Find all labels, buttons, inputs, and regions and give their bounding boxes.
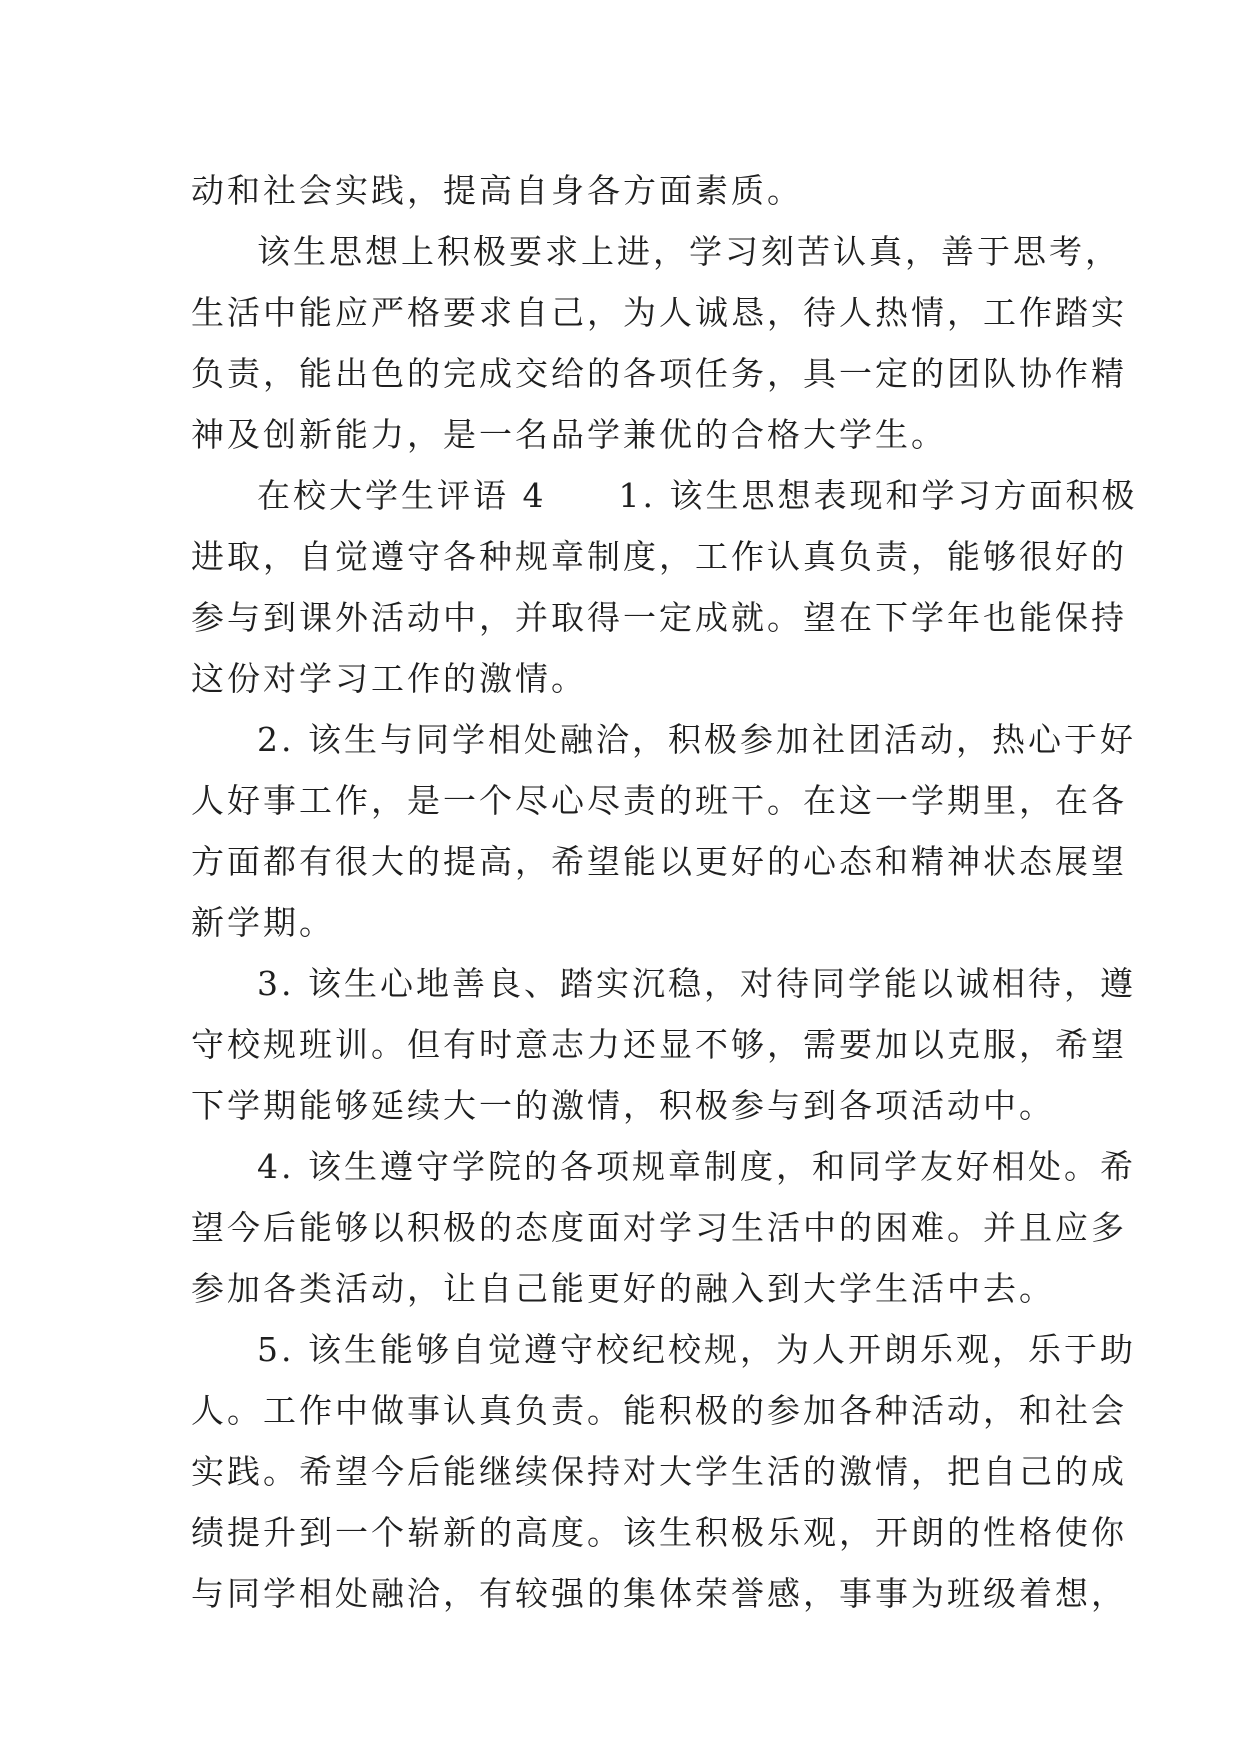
text-line: 3. 该生心地善良、踏实沉稳，对待同学能以诚相待，遵 [257,964,1136,1003]
text-line: 进取，自觉遵守各种规章制度，工作认真负责，能够很好的 [191,537,1127,576]
text-line: 生活中能应严格要求自己，为人诚恳，待人热情，工作踏实 [191,293,1127,332]
text-line: 守校规班训。但有时意志力还显不够，需要加以克服，希望 [191,1025,1127,1064]
text-line: 参加各类活动，让自己能更好的融入到大学生活中去。 [191,1269,1055,1308]
paragraph-6 [191,1136,1136,1319]
paragraph-2 [191,221,1127,465]
text-line: 与同学相处融洽，有较强的集体荣誉感，事事为班级着想， [191,1574,1127,1613]
text-line: 下学期能够延续大一的激情，积极参与到各项活动中。 [191,1086,1055,1125]
text-line: 5. 该生能够自觉遵守校纪校规，为人开朗乐观，乐于助 [257,1330,1136,1369]
text-line: 4. 该生遵守学院的各项规章制度，和同学友好相处。希 [257,1147,1136,1186]
paragraph-5 [191,953,1136,1136]
text-line: 绩提升到一个崭新的高度。该生积极乐观，开朗的性格使你 [191,1513,1127,1552]
text-line: 实践。希望今后能继续保持对大学生活的激情，把自己的成 [191,1452,1127,1491]
text-line: 望今后能够以积极的态度面对学习生活中的困难。并且应多 [191,1208,1127,1247]
paragraph-1 [191,160,1061,221]
paragraph-4 [191,709,1136,953]
text-line: 方面都有很大的提高，希望能以更好的心态和精神状态展望 [191,842,1127,881]
text-line: 该生思想上积极要求上进，学习刻苦认真，善于思考， [257,232,1121,271]
document-body [191,160,1138,1624]
text-line: 动和社会实践，提高自身各方面素质。 [191,171,803,210]
text-line: 在校大学生评语 4 1. 该生思想表现和学习方面积极 [257,476,1138,515]
text-line: 2. 该生与同学相处融洽，积极参加社团活动，热心于好 [257,720,1136,759]
text-line: 这份对学习工作的激情。 [191,659,587,698]
text-line: 神及创新能力，是一名品学兼优的合格大学生。 [191,415,947,454]
paragraph-7 [191,1319,1136,1624]
text-line: 新学期。 [191,903,335,942]
text-line: 参与到课外活动中，并取得一定成就。望在下学年也能保持 [191,598,1127,637]
text-line: 人。工作中做事认真负责。能积极的参加各种活动，和社会 [191,1391,1127,1430]
text-line: 负责，能出色的完成交给的各项任务，具一定的团队协作精 [191,354,1127,393]
text-line: 人好事工作，是一个尽心尽责的班干。在这一学期里，在各 [191,781,1127,820]
paragraph-3 [191,465,1138,709]
